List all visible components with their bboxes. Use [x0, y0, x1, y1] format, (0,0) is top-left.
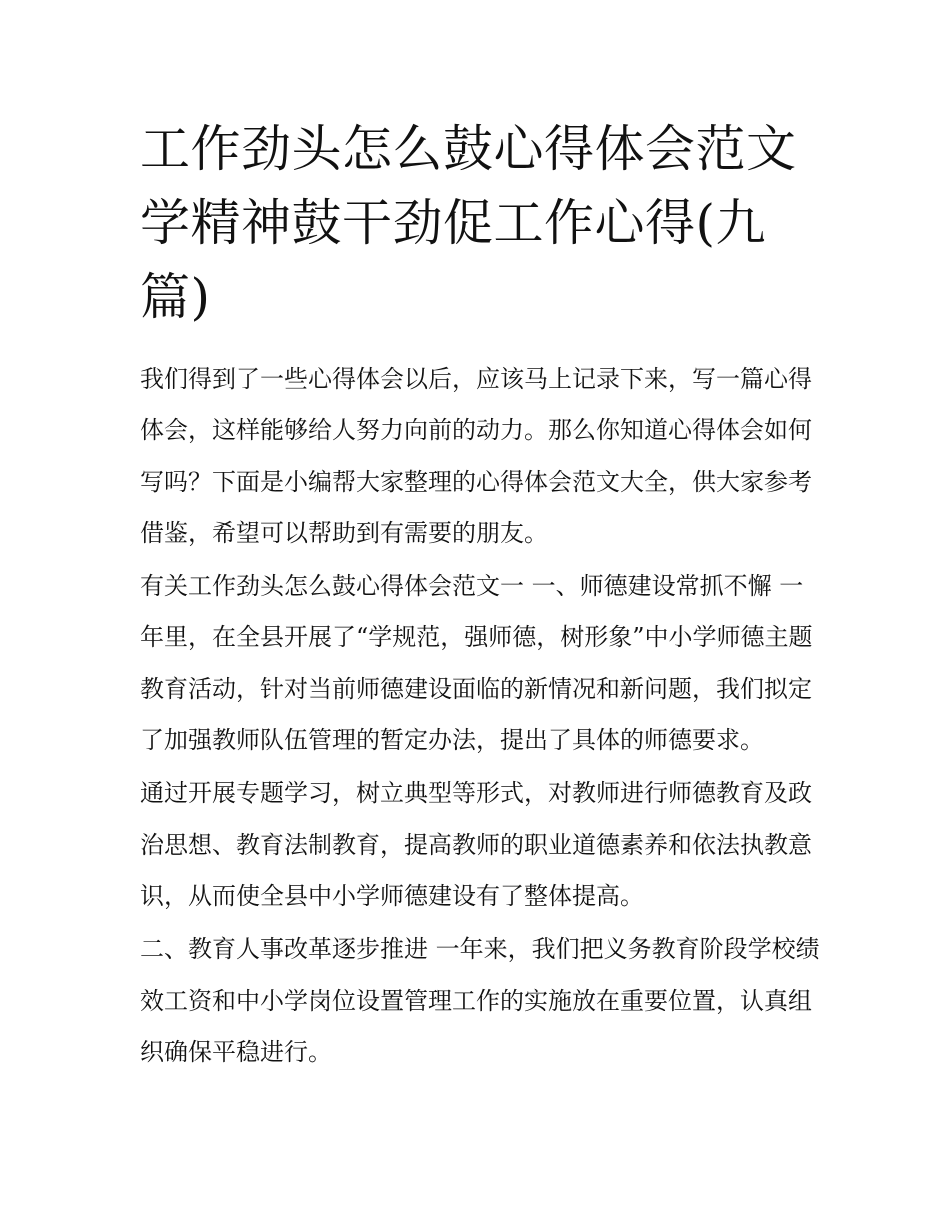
- document-body: [140, 354, 820, 1080]
- document-title: 工作劲头怎么鼓心得体会范文学精神鼓干劲促工作心得(九篇): [140, 120, 797, 326]
- paragraph-ethics-education: 通过开展专题学习，树立典型等形式，对教师进行师德教育及政治思想、教育法制教育，提高教师的职业道德素养和依法执教意识，从而使全县中小学师德建设有了整体提高。: [140, 779, 812, 910]
- paragraph-intro: 我们得到了一些心得体会以后，应该马上记录下来，写一篇心得体会，这样能够给人努力向前的动力。那么你知道心得体会如何写吗？下面是小编帮大家整理的心得体会范文大全，供大家参考借鉴，希望可以帮助到有需要的朋友。: [140, 365, 812, 547]
- paragraph-section-one: 有关工作劲头怎么鼓心得体会范文一 一、师德建设常抓不懈 一年里，在全县开展了“学规范，强师德，树形象”中小学师德主题教育活动，针对当前师德建设面临的新情况和新问题，我们拟定了加强教师队伍管理的暂定办法，提出了具体的师德要求。: [140, 572, 813, 755]
- paragraph-section-two: 二、教育人事改革逐步推进 一年来，我们把义务教育阶段学校绩效工资和中小学岗位设置管理工作的实施放在重要位置，认真组织确保平稳进行。: [140, 935, 820, 1066]
